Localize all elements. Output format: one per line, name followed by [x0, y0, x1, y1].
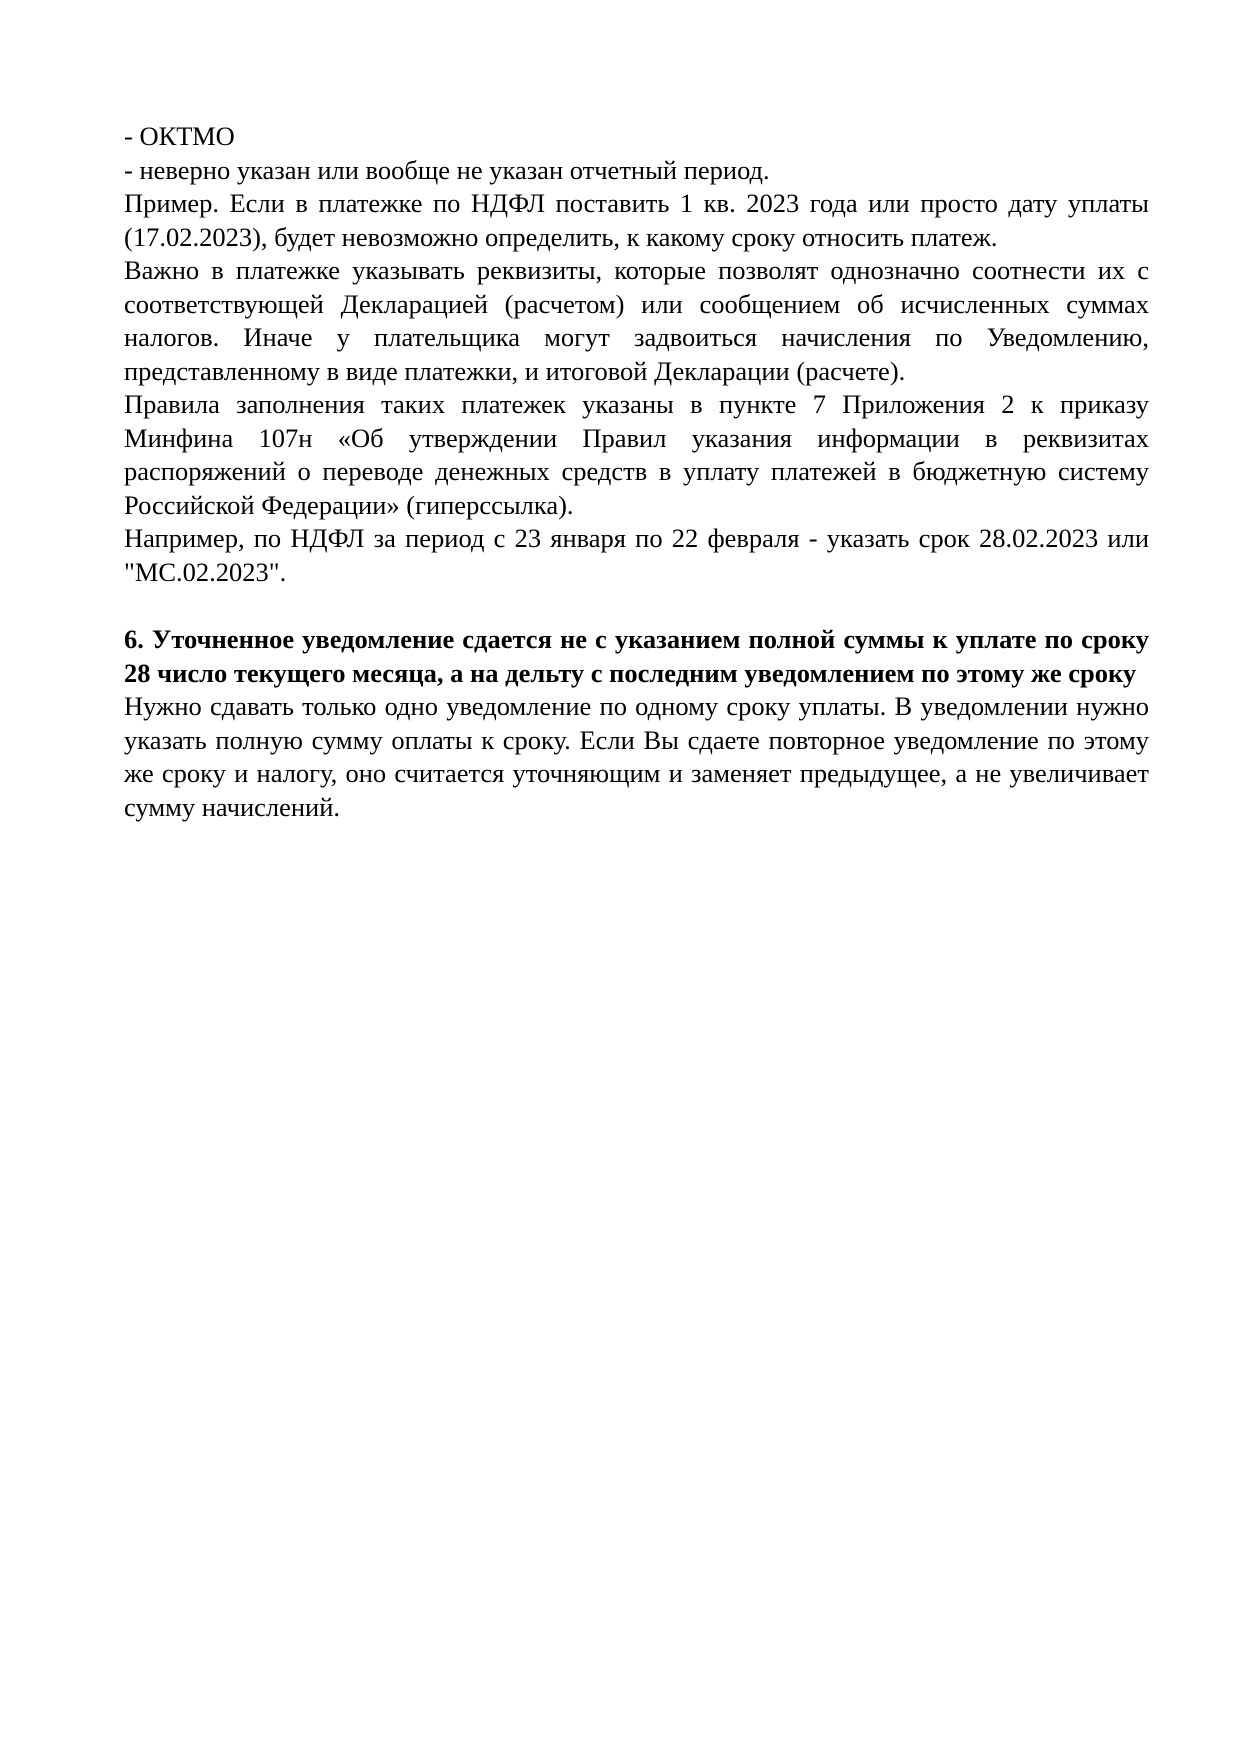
section-spacer: [124, 589, 1149, 623]
paragraph-example: Пример. Если в платежке по НДФЛ поставить 1 кв. 2023 года или просто дату уплаты (17.02.2023), будет невозможно определить, к какому сроку относить платеж.: [124, 188, 1149, 252]
document-body: [124, 120, 1149, 824]
section-body: Нужно сдавать только одно уведомление по одному сроку уплаты. В уведомлении нужно указать полную сумму оплаты к сроку. Если Вы сдаете повторное уведомление по этому же сроку и налогу, оно считается уточняющим и заменяет предыдущее, а не увеличивает сумму начислений.: [124, 691, 1149, 822]
paragraph-ndfl-example: Например, по НДФЛ за период с 23 января по 22 февраля - указать срок 28.02.2023 или "МС.02.2023".: [124, 523, 1149, 587]
paragraph-requisites: Важно в платежке указывать реквизиты, которые позволят однозначно соотнести их с соответствующей Декларацией (расчетом) или сообщением об исчисленных суммах налогов. Иначе у плательщика могут задвоиться начисления по Уведомлению, представленному в виде платежки, и итоговой Декларации (расчете).: [124, 255, 1149, 386]
list-item-period: - неверно указан или вообще не указан отчетный период.: [124, 154, 770, 185]
section-heading: 6. Уточненное уведомление сдается не с указанием полной суммы к уплате по сроку 28 число текущего месяца, а на дельту с последним уведомлением по этому же сроку: [124, 624, 1149, 688]
paragraph-rules: Правила заполнения таких платежек указаны в пункте 7 Приложения 2 к приказу Минфина 107н «Об утверждении Правил указания информации в реквизитах распоряжений о переводе денежных средств в уплату платежей в бюджетную систему Российской Федерации» (гиперссылка).: [124, 389, 1149, 520]
list-item-oktmo: - ОКТМО: [124, 121, 235, 151]
